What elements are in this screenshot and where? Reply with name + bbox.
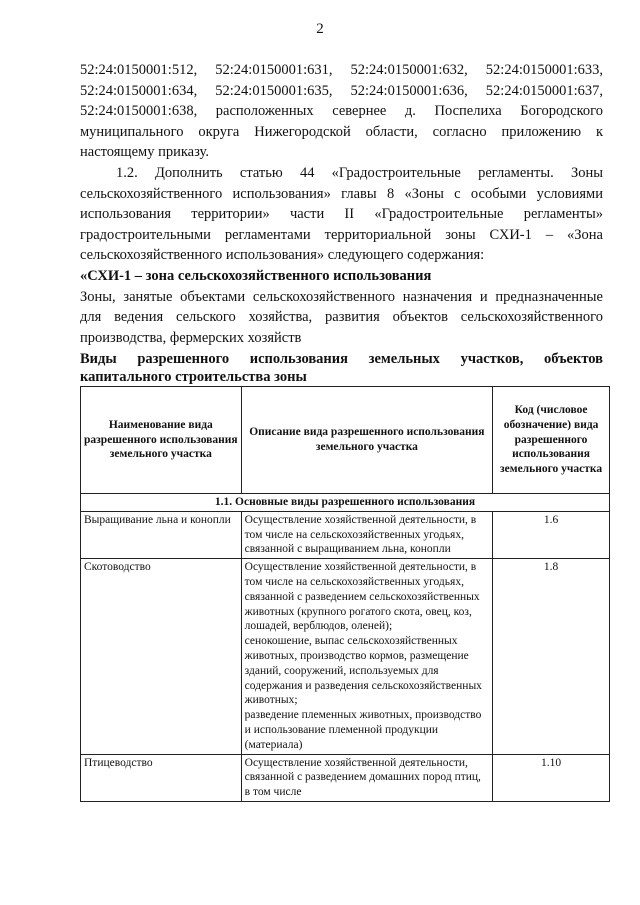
- description-line: сенокошение, выпас сельскохозяйственных животных, производство кормов, размещение зданий, сооружений, используемых для содержания и разведения сельскохозяйственных животных;: [244, 635, 482, 707]
- zone-description: [80, 287, 603, 349]
- column-header-description: Описание вида разрешенного использования земельного участка: [241, 387, 492, 494]
- text-line: Виды разрешенного использования земельных участков, объектов: [80, 351, 603, 367]
- text-line: Зоны, занятые объектами сельскохозяйственного назначения и предназначенные: [80, 288, 603, 305]
- text-line: сельскохозяйственного использования» следующего содержания:: [80, 247, 485, 264]
- row-name: Скотоводство: [81, 559, 242, 754]
- paragraph-amendment: [80, 163, 603, 266]
- text-line: использования территории» части II «Градостроительные регламенты»: [80, 206, 603, 223]
- page-number: 2: [316, 21, 324, 37]
- row-description: [241, 754, 492, 801]
- description-line: Осуществление хозяйственной деятельности, в том числе на сельскохозяйственных угодьях, связанной с разведением сельскохозяйственных животных (крупного рогатого скота, овец, коз, лошадей, верблюдов, оленей);: [244, 561, 480, 633]
- row-description: [241, 511, 492, 558]
- row-code: 1.10: [493, 754, 610, 801]
- text-line: 52:24:0150001:634, 52:24:0150001:635, 52:24:0150001:636, 52:24:0150001:637,: [80, 82, 603, 99]
- table-header-row: [81, 387, 610, 494]
- table-row: [81, 559, 610, 754]
- table-section-row: [81, 494, 610, 512]
- row-description: [241, 559, 492, 754]
- row-name: Птицеводство: [81, 754, 242, 801]
- description-line: Осуществление хозяйственной деятельности, в том числе на сельскохозяйственных угодьях, связанной с выращиванием льна, конопли: [244, 513, 477, 556]
- table-heading: [80, 350, 603, 386]
- column-header-name: Наименование вида разрешенного использования земельного участка: [81, 387, 242, 494]
- text-line: 52:24:0150001:638, расположенных севернее д. Поспелиха Богородского: [80, 103, 603, 120]
- row-code: 1.8: [493, 559, 610, 754]
- body-text: [80, 60, 603, 348]
- row-name: Выращивание льна и конопли: [81, 511, 242, 558]
- text-line: капитального строительства зоны: [80, 369, 307, 385]
- description-line: Осуществление хозяйственной деятельности, связанной с разведением домашних пород птиц, в том числе: [244, 756, 481, 799]
- column-header-code: Код (числовое обозначение) вида разрешенного использования земельного участка: [493, 387, 610, 494]
- table-row: [81, 511, 610, 558]
- land-use-table: [80, 386, 610, 802]
- paragraph-cadastral-list: [80, 60, 603, 163]
- text-line: производства, фермерских хозяйств: [80, 329, 302, 346]
- zone-title: «СХИ-1 – зона сельскохозяйственного использования: [80, 267, 432, 284]
- table-row: [81, 754, 610, 801]
- description-line: разведение племенных животных, производство и использование племенной продукции (материала): [244, 709, 482, 751]
- text-line: 52:24:0150001:512, 52:24:0150001:631, 52:24:0150001:632, 52:24:0150001:633,: [80, 62, 603, 78]
- text-line: 1.2. Дополнить статью 44 «Градостроительные регламенты. Зоны: [116, 164, 603, 181]
- row-code: 1.6: [493, 511, 610, 558]
- section-title: 1.1. Основные виды разрешенного использования: [81, 494, 610, 512]
- text-line: муниципального округа Нижегородской области, согласно приложению к: [80, 123, 603, 140]
- text-line: градостроительными регламентами территориальной зоны СХИ-1 – «Зона: [80, 226, 603, 243]
- text-line: сельскохозяйственного использования» главы 8 «Зоны с особыми условиями: [80, 185, 603, 202]
- text-line: настоящему приказу.: [80, 144, 209, 161]
- text-line: для ведения сельского хозяйства, развития объектов сельскохозяйственного: [80, 309, 603, 326]
